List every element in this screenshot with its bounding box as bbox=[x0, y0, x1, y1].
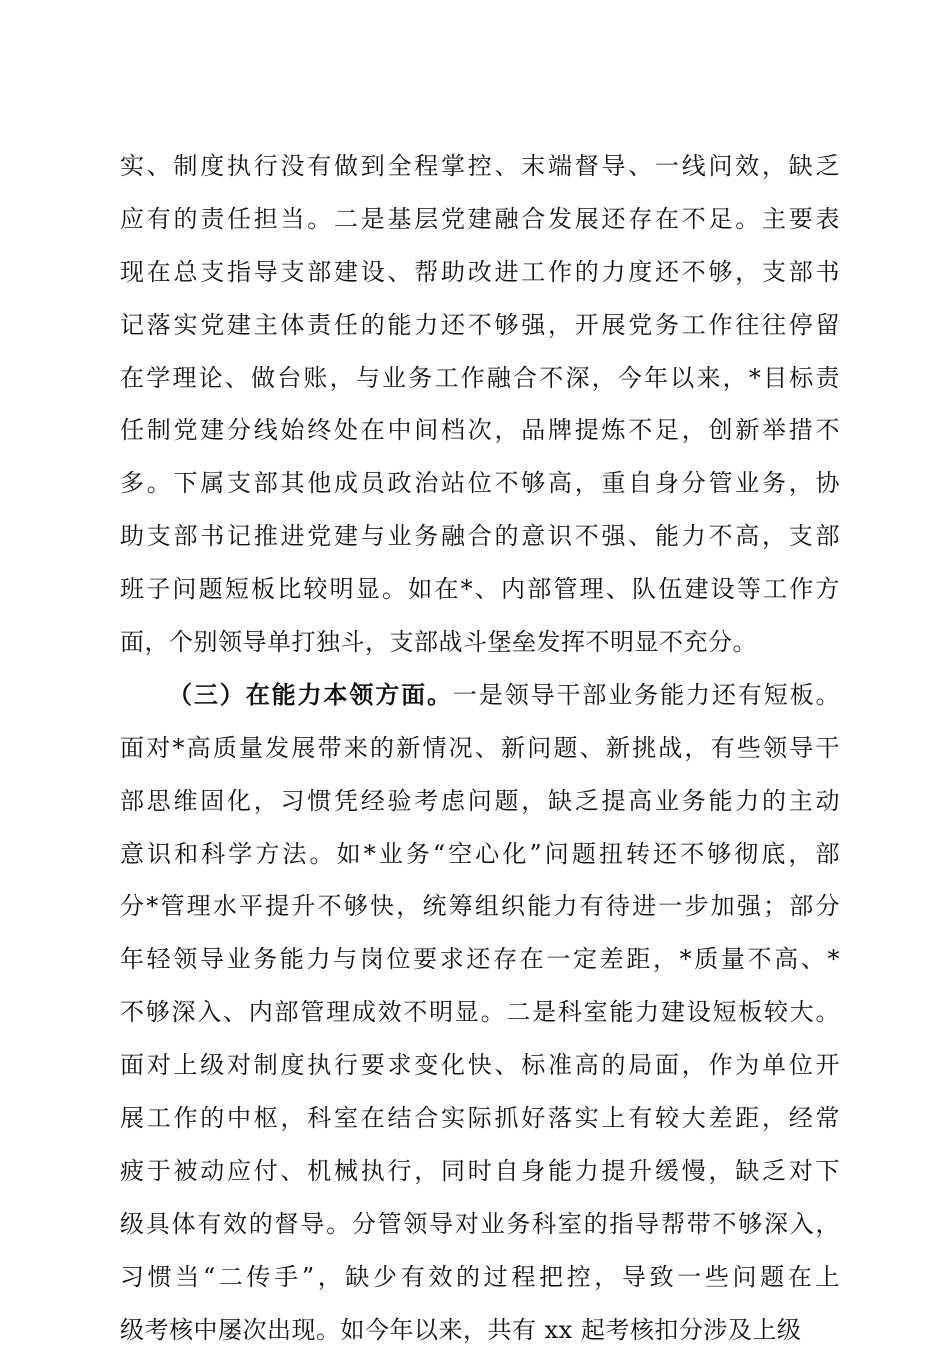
text-line: 在学理论、做台账，与业务工作融合不深，今年以来，*目标责 bbox=[120, 363, 840, 392]
text-line: 分*管理水平提升不够快，统筹组织能力有待进一步加强；部分 bbox=[120, 892, 840, 921]
text-line: 记落实党建主体责任的能力还不够强，开展党务工作往往停留 bbox=[120, 310, 840, 339]
heading-continuation: 一是领导干部业务能力还有短板。 bbox=[452, 680, 841, 709]
text-line: 应有的责任担当。二是基层党建融合发展还存在不足。主要表 bbox=[120, 204, 840, 233]
text-line: 不够深入、内部管理成效不明显。二是科室能力建设短板较大。 bbox=[120, 998, 840, 1027]
paragraph-capability bbox=[120, 669, 840, 1357]
text-line: 部思维固化，习惯凭经验考虑问题，缺乏提高业务能力的主动 bbox=[120, 786, 840, 815]
text-line-first bbox=[120, 669, 840, 722]
text-line: 展工作的中枢，科室在结合实际抓好落实上有较大差距，经常 bbox=[120, 1104, 840, 1133]
section-heading: （三）在能力本领方面。 bbox=[168, 679, 453, 709]
text-line: 班子问题短板比较明显。如在*、内部管理、队伍建设等工作方 bbox=[120, 575, 840, 604]
text-line: 面对*高质量发展带来的新情况、新问题、新挑战，有些领导干 bbox=[120, 733, 840, 762]
text-line: 任制党建分线始终处在中间档次，品牌提炼不足，创新举措不 bbox=[120, 416, 840, 445]
text-line: 意识和科学方法。如*业务“空心化”问题扭转还不够彻底，部 bbox=[120, 839, 840, 868]
text-line: 级具体有效的督导。分管领导对业务科室的指导帮带不够深入， bbox=[120, 1209, 840, 1238]
body-text bbox=[120, 140, 840, 1356]
text-line: 年轻领导业务能力与岗位要求还存在一定差距，*质量不高、* bbox=[120, 945, 840, 974]
text-line: 面，个别领导单打独斗，支部战斗堡垒发挥不明显不充分。 bbox=[120, 628, 757, 657]
text-line: 现在总支指导支部建设、帮助改进工作的力度还不够，支部书 bbox=[120, 257, 840, 286]
text-line: 习惯当“二传手”，缺少有效的过程把控，导致一些问题在上 bbox=[120, 1262, 840, 1291]
text-line: 疲于被动应付、机械执行，同时自身能力提升缓慢，缺乏对下 bbox=[120, 1156, 840, 1185]
text-line: 多。下属支部其他成员政治站位不够高，重自身分管业务，协 bbox=[120, 469, 840, 498]
text-line: 实、制度执行没有做到全程掌控、末端督导、一线问效，缺乏 bbox=[120, 152, 840, 180]
text-line: 面对上级对制度执行要求变化快、标准高的局面，作为单位开 bbox=[120, 1051, 840, 1080]
text-line: 级考核中屡次出现。如今年以来，共有 xx 起考核扣分涉及上级 bbox=[120, 1315, 802, 1344]
paragraph-party-building bbox=[120, 140, 840, 669]
text-line: 助支部书记推进党建与业务融合的意识不强、能力不高，支部 bbox=[120, 522, 840, 551]
